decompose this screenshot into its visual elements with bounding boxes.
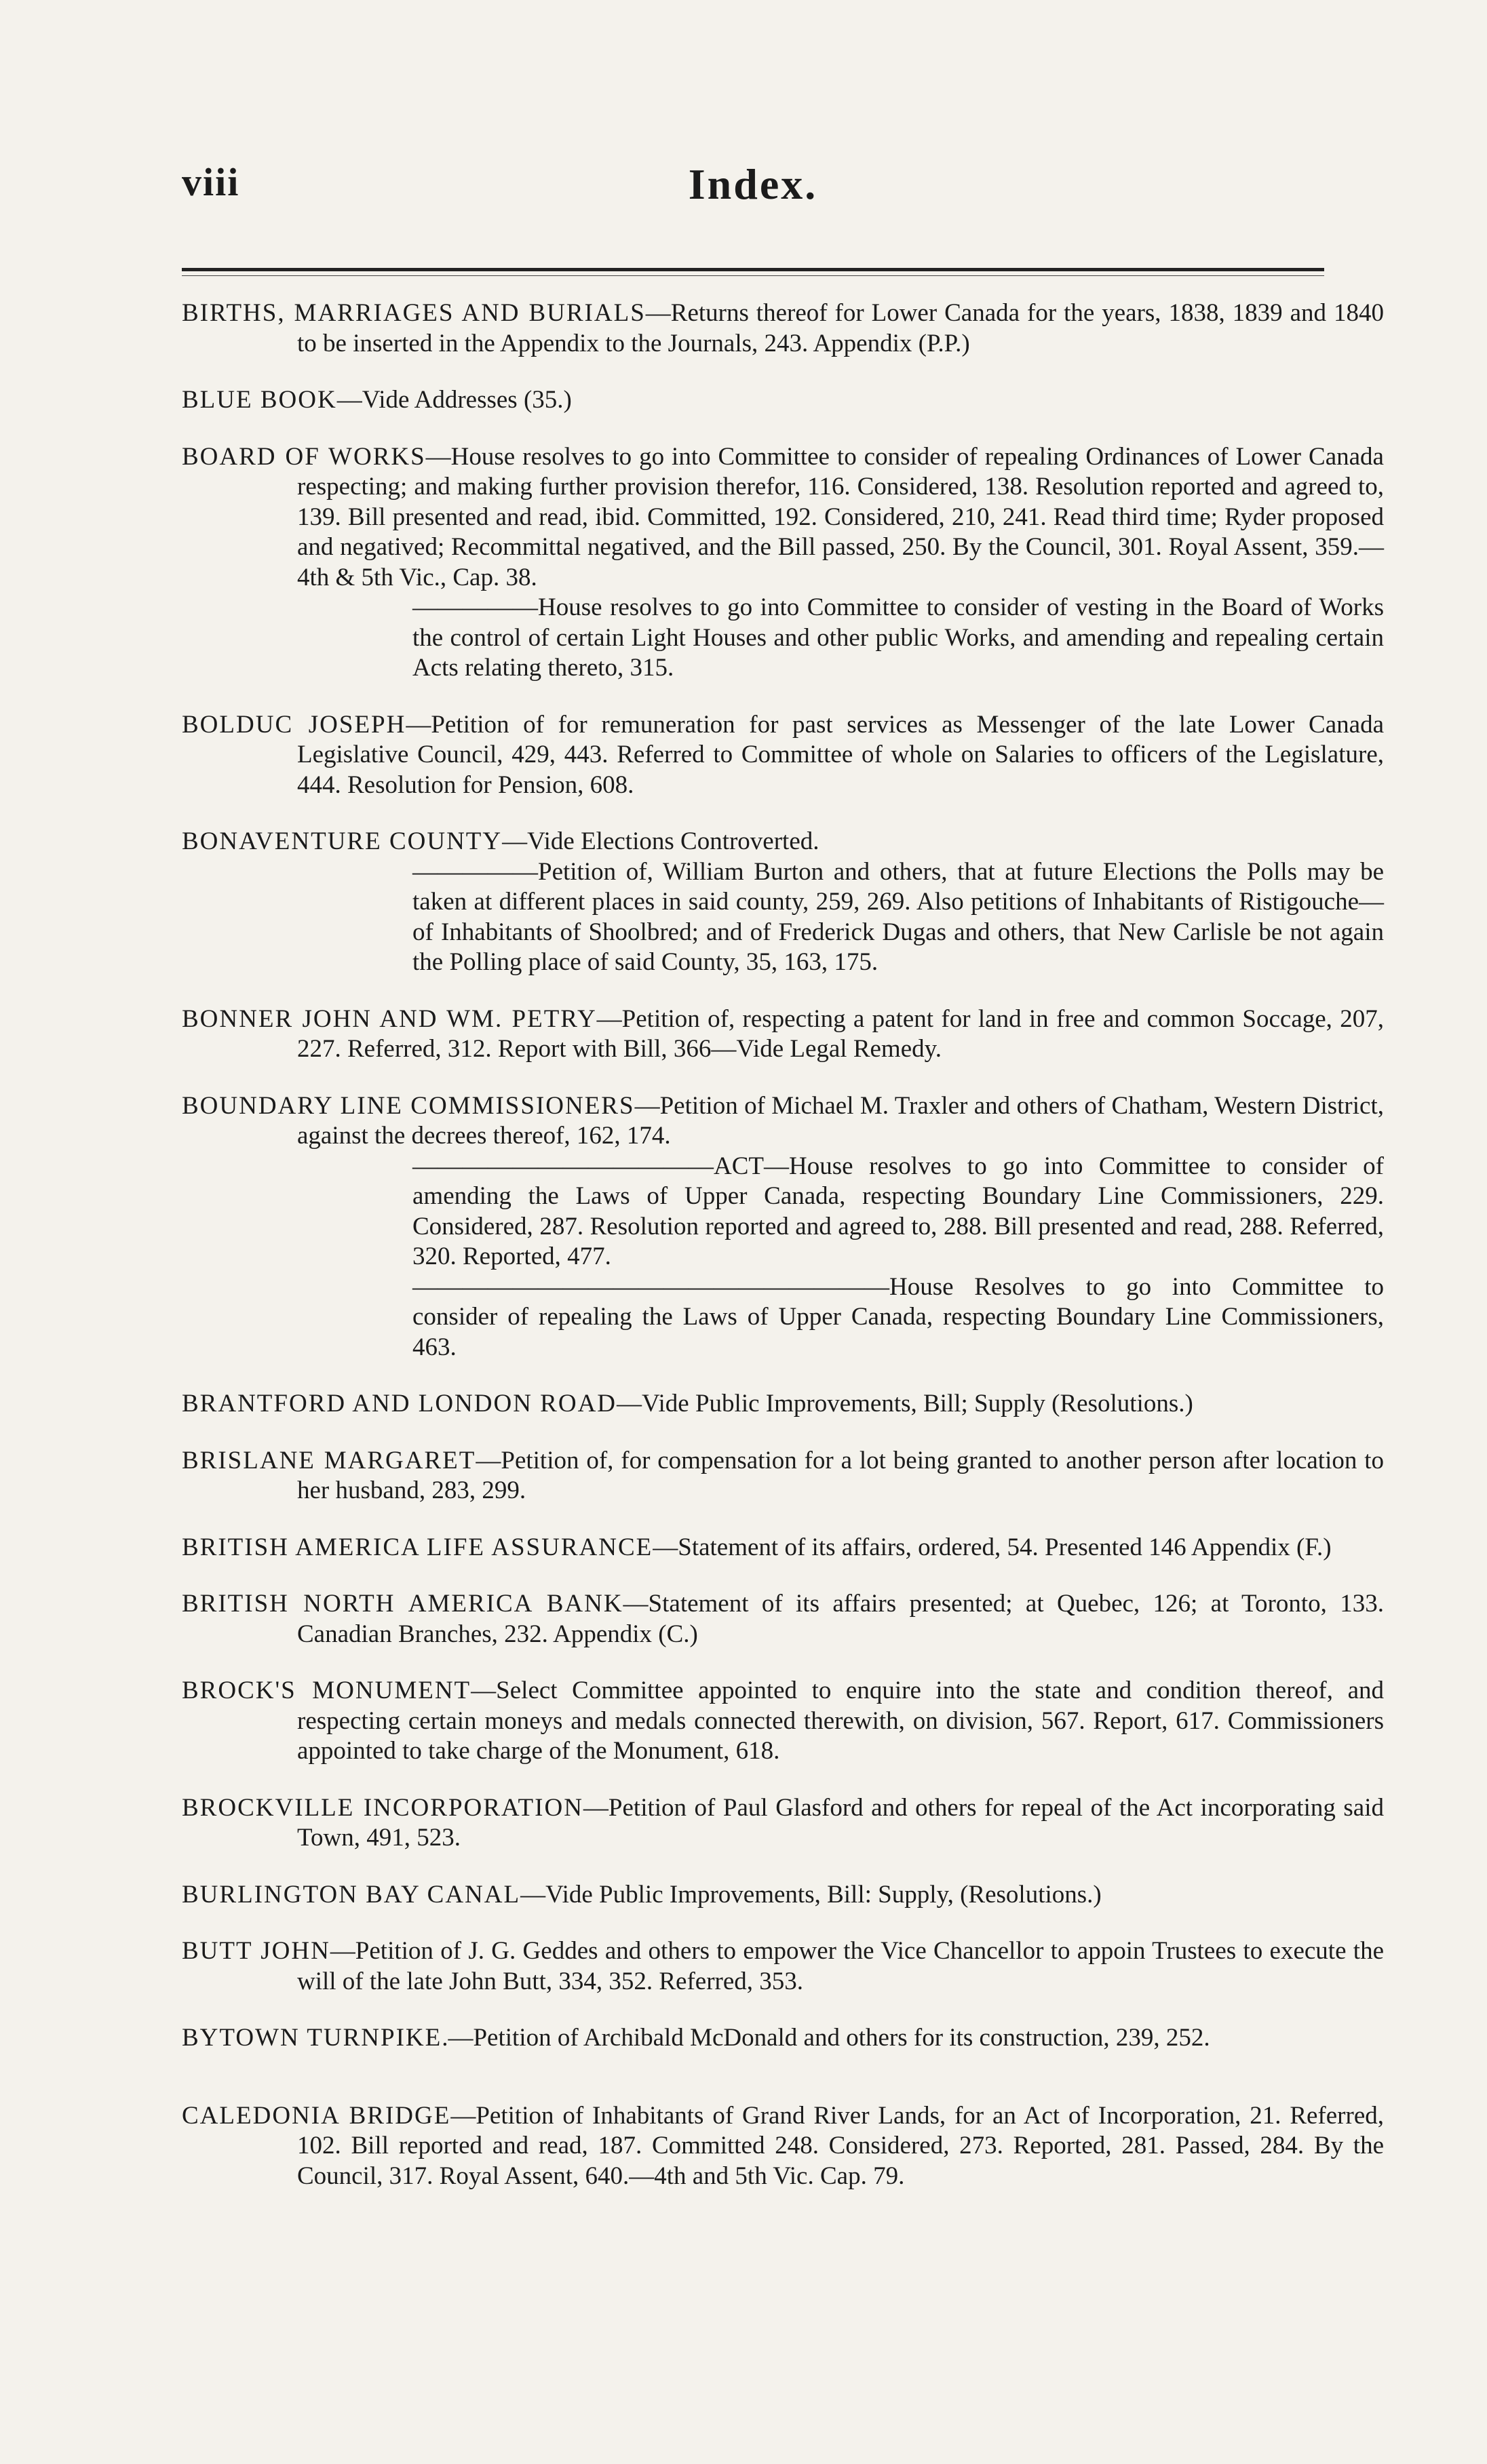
- entry-text: —Petition of Michael M. Traxler and others of Chatham, Western District, against the decrees thereof, 162, 174.: [297, 1091, 1384, 1150]
- index-entry: [182, 2101, 1384, 2192]
- header-rule: [182, 268, 1324, 271]
- index-entry: [182, 442, 1384, 684]
- entry-heading: BLUE BOOK: [182, 386, 337, 414]
- entry-heading: BRISLANE MARGARET: [182, 1446, 476, 1474]
- entry-text: —Petition of Paul Glasford and others for repeal of the Act incorporating said Town, 491, 523.: [297, 1793, 1384, 1852]
- entry-heading: BONNER JOHN AND WM. PETRY: [182, 1004, 597, 1033]
- page-title: Index.: [688, 160, 818, 208]
- index-entry: [182, 1389, 1384, 1420]
- index-entry: [182, 1936, 1384, 1997]
- entry-heading: BOARD OF WORKS: [182, 442, 426, 471]
- index-entry: [182, 298, 1384, 359]
- entry-text: —Statement of its affairs presented; at Quebec, 126; at Toronto, 133. Canadian Branches, 232. Appendix (C.): [297, 1590, 1385, 1648]
- entry-text: —Petition of J. G. Geddes and others to empower the Vice Chancellor to appoin Trustees to execute the will of the late John Butt, 334, 352. Referred, 353.: [297, 1937, 1384, 1995]
- index-entry: [182, 385, 1384, 416]
- index-entry: [182, 1533, 1384, 1563]
- entry-text: —House resolves to go into Committee to consider of repealing Ordinances of Lower Canada respecting; and making further provision therefor, 116. Considered, 138. Resolution reported and agreed to, 139. Bill presented and read, ibid. Committed, 192. Considered, 210, 241. Read third time; Ryder proposed and negatived; Recommittal negatived, and the Bill passed, 250. By the Council, 301. Royal Assent, 359.—4th & 5th Vic., Cap. 38.: [297, 442, 1384, 591]
- index-entry: [182, 1676, 1384, 1767]
- entry-heading: BUTT JOHN: [182, 1937, 330, 1965]
- entry-heading: BYTOWN TURNPIKE: [182, 2024, 442, 2052]
- index-entry: [182, 1446, 1384, 1506]
- entry-text: —Returns thereof for Lower Canada for the years, 1838, 1839 and 1840 to be inserted in the Appendix to the Journals, 243. Appendix (P.P.): [297, 299, 1384, 357]
- entry-heading: BOUNDARY LINE COMMISSIONERS: [182, 1091, 635, 1120]
- header-rule-thin: [182, 275, 1324, 276]
- entry-text: —Petition of for remuneration for past services as Messenger of the late Lower Canada Legislative Council, 429, 443. Referred to Committee of whole on Salaries to officers of the Legislature, 444. Resolution for Pension, 608.: [297, 710, 1384, 799]
- index-entry: [182, 2023, 1384, 2054]
- entry-text: —Vide Addresses (35.): [336, 386, 572, 414]
- entry-subentry: ———————————————————House Resolves to go into Committee to consider of repealing the Laws of Upper Canada, respecting Boundary Line Commissioners, 463.: [412, 1272, 1384, 1361]
- entry-text: —Vide Public Improvements, Bill; Supply (Resolutions.): [617, 1390, 1193, 1417]
- entry-subentry: —————Petition of, William Burton and others, that at future Elections the Polls may be taken at different places in said county, 259, 269. Also petitions of Inhabitants of Ristigouche—of Inhabitants of Shoolbred; and of Frederick Dugas and others, that New Carlisle be not again the Polling place of said County, 35, 163, 175.: [412, 857, 1384, 976]
- index-entry: [182, 1091, 1384, 1363]
- index-entry: [182, 1004, 1384, 1065]
- entry-heading: BRITISH NORTH AMERICA BANK: [182, 1590, 623, 1618]
- entry-heading: BRANTFORD AND LONDON ROAD: [182, 1390, 617, 1417]
- entry-text: —Petition of Inhabitants of Grand River Lands, for an Act of Incorporation, 21. Referred, 102. Bill reported and read, 187. Committed 248. Considered, 273. Reported, 281. Passed, 284. By the Council, 317. Royal Assent, 640.—4th and 5th Vic. Cap. 79.: [297, 2101, 1384, 2190]
- entry-heading: BROCK'S MONUMENT: [182, 1677, 471, 1704]
- page-header: [182, 159, 1324, 227]
- entry-heading: BRITISH AMERICA LIFE ASSURANCE: [182, 1533, 653, 1561]
- entry-heading: CALEDONIA BRIDGE: [182, 2101, 451, 2130]
- entry-text: —Petition of, for compensation for a lot being granted to another person after location to her husband, 283, 299.: [297, 1446, 1384, 1504]
- entry-text: —Vide Elections Controverted.: [502, 827, 819, 855]
- index-entry: [182, 827, 1384, 978]
- entry-heading: BROCKVILLE INCORPORATION: [182, 1793, 583, 1822]
- index-entry: [182, 1880, 1384, 1911]
- entry-heading: BURLINGTON BAY CANAL: [182, 1880, 521, 1909]
- entry-heading: BOLDUC JOSEPH: [182, 710, 406, 739]
- entry-subentry: ————————————ACT—House resolves to go into Committee to consider of amending the Laws of Upper Canada, respecting Boundary Line Commissioners, 229. Considered, 287. Resolution reported and agreed to, 288. Bill presented and read, 288. Referred, 320. Reported, 477.: [412, 1152, 1384, 1270]
- entry-text: —Petition of, respecting a patent for land in free and common Soccage, 207, 227. Referred, 312. Report with Bill, 366—Vide Legal Remedy.: [297, 1004, 1384, 1063]
- page-number: viii: [182, 160, 240, 204]
- index-entry: [182, 710, 1384, 801]
- entry-text: .—Petition of Archibald McDonald and others for its construction, 239, 252.: [442, 2024, 1210, 2052]
- entry-text: —Vide Public Improvements, Bill: Supply, (Resolutions.): [520, 1880, 1102, 1909]
- index-entry: [182, 1793, 1384, 1854]
- entry-text: —Statement of its affairs, ordered, 54. Presented 146 Appendix (F.): [653, 1533, 1332, 1561]
- entry-heading: BIRTHS, MARRIAGES AND BURIALS: [182, 299, 646, 327]
- entry-text: —Select Committee appointed to enquire into the state and condition thereof, and respecting certain moneys and medals connected therewith, on division, 567. Report, 617. Commissioners appointed to take charge of the Monument, 618.: [297, 1677, 1384, 1765]
- index-entries: [182, 298, 1384, 2218]
- entry-heading: BONAVENTURE COUNTY: [182, 827, 503, 855]
- entry-subentry: —————House resolves to go into Committee to consider of vesting in the Board of Works the control of certain Light Houses and other public Works, and amending and repealing certain Acts relating thereto, 315.: [412, 593, 1384, 682]
- index-entry: [182, 1589, 1384, 1649]
